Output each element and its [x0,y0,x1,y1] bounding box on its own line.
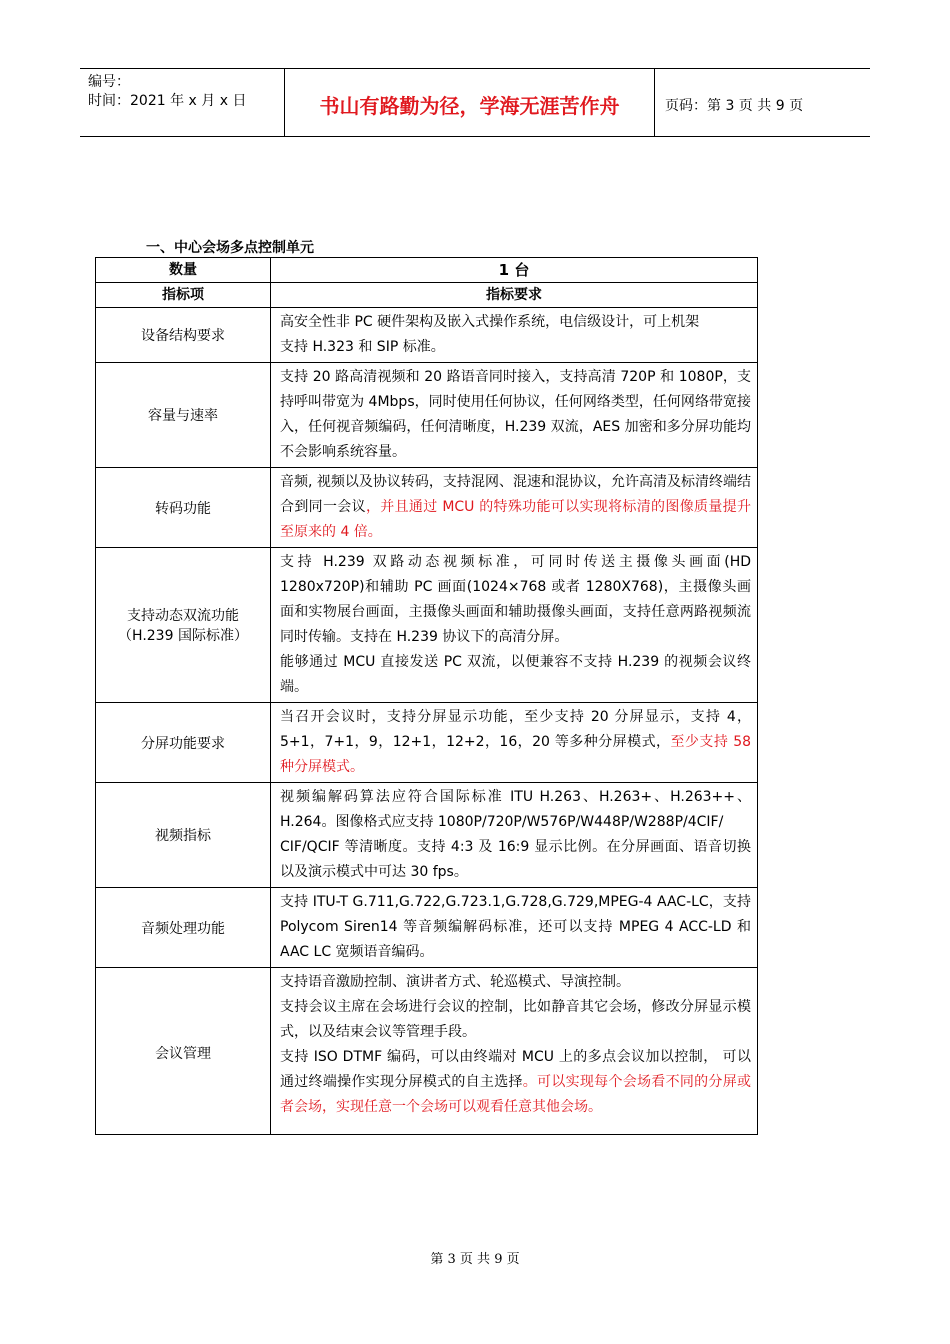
table-row [96,783,758,888]
header-left [80,69,285,136]
header-page-info: 页码：第 3 页 共 9 页 [665,97,804,114]
number-label: 编号： [88,74,130,90]
requirement-text-black: 当召开会议时，支持分屏显示功能，至少支持 20 分屏显示，支持 4，5+1，7+1，9，12+1，12+2，16，20 等多种分屏模式， [280,709,751,750]
requirement-text: 支持语音激励控制、演讲者方式、轮巡模式、导演控制。 [280,974,630,990]
requirement-text-highlight: 至少支持 58 种分屏模式。 [280,734,752,775]
requirement-text: 高安全性非 PC 硬件架构及嵌入式操作系统，电信级设计，可上机架 [280,314,700,330]
requirement-text [280,705,751,780]
row-item: 音频处理功能 [96,888,271,968]
page-footer: 第 3 页 共 9 页 [430,1252,520,1267]
requirement-text: 支持 ITU-T G.711,G.722,G.723.1,G.728,G.729,MPEG-4 AAC-LC，支持 Polycom Siren14 等音频编解码标准，还可以支持 MPEG 4 ACC-LD 和 AAC LC 宽频语音编码。 [280,894,751,960]
qty-value: 1 台 [271,258,758,283]
requirement-text: CIF/QCIF 等清晰度。支持 4:3 及 16:9 显示比例。在分屏画面、语音切换以及演示模式中可达 30 fps。 [280,839,751,880]
header-motto: 书山有路勤为径，学海无涯苦作舟 [285,69,655,136]
date-label: 时间：2021 年 x 月 x 日 [88,93,247,109]
requirement-text-black: 音频, 视频以及协议转码，支持混网、混速和混协议，允许高清及标清终端结合到同一会议 [280,474,751,515]
row-item: 视频指标 [96,783,271,888]
row-item: 会议管理 [96,968,271,1135]
requirement-text [280,470,751,545]
page-header [80,68,870,137]
row-item-line2: （H.239 国际标准） [118,628,248,644]
spec-table [95,257,758,1135]
col1-header: 指标项 [96,283,271,308]
table-row [96,308,758,363]
section-title: 一、中心会场多点控制单元 [146,240,314,256]
row-item [96,548,271,703]
row-requirement [271,783,758,888]
row-requirement [271,548,758,703]
requirement-text [280,1045,751,1120]
qty-label: 数量 [96,258,271,283]
table-row [96,888,758,968]
row-requirement [271,363,758,468]
row-item: 分屏功能要求 [96,703,271,783]
row-requirement [271,968,758,1135]
table-header-row [96,283,758,308]
requirement-text: 能够通过 MCU 直接发送 PC 双流，以便兼容不支持 H.239 的视频会议终端。 [280,654,751,695]
row-requirement [271,703,758,783]
requirement-text: 支持 H.239 双路动态视频标准，可同时传送主摄像头画面(HD 1280x720P)和辅助 PC 画面(1024×768 或者 1280X768)，主摄像头画面和实物展台画面，主摄像头画面和辅助摄像头画面，支持任意两路视频流同时传输。支持在 H.239 协议下的高清分屏。 [280,554,751,645]
requirement-text-highlight: 。可以实现每个会场看不同的分屏或者会场，实现任意一个会场可以观看任意其他会场。 [280,1074,751,1115]
row-requirement [271,308,758,363]
requirement-text: 支持会议主席在会场进行会议的控制，比如静音其它会场，修改分屏显示模式，以及结束会议等管理手段。 [280,999,751,1040]
table-row [96,968,758,1135]
table-row [96,703,758,783]
requirement-text-highlight: ，并且通过 MCU 的特殊功能可以实现将标清的图像质量提升至原来的 4 倍。 [280,499,751,540]
table-row [96,468,758,548]
row-item-line1: 支持动态双流功能 [127,608,239,624]
row-item: 容量与速率 [96,363,271,468]
table-row [96,363,758,468]
table-row [96,548,758,703]
row-item: 转码功能 [96,468,271,548]
row-requirement [271,468,758,548]
row-item: 设备结构要求 [96,308,271,363]
requirement-text: 支持 H.323 和 SIP 标准。 [280,339,445,355]
row-requirement [271,888,758,968]
requirement-text: 视频编解码算法应符合国际标准 ITU H.263、H.263+、H.263++、H.264。图像格式应支持 1080P/720P/W576P/W448P/W288P/4CIF/ [280,789,751,830]
requirement-text-black: 支持 ISO DTMF 编码，可以由终端对 MCU 上的多点会议加以控制， 可以通过终端操作实现分屏模式的自主选择 [280,1049,751,1090]
requirement-text: 支持 20 路高清视频和 20 路语音同时接入，支持高清 720P 和 1080P，支持呼叫带宽为 4Mbps，同时使用任何协议，任何网络类型，任何网络带宽接入，任何视音频编码，任何清晰度，H.239 双流，AES 加密和多分屏功能均不会影响系统容量。 [280,369,751,460]
col2-header: 指标要求 [271,283,758,308]
qty-row [96,258,758,283]
